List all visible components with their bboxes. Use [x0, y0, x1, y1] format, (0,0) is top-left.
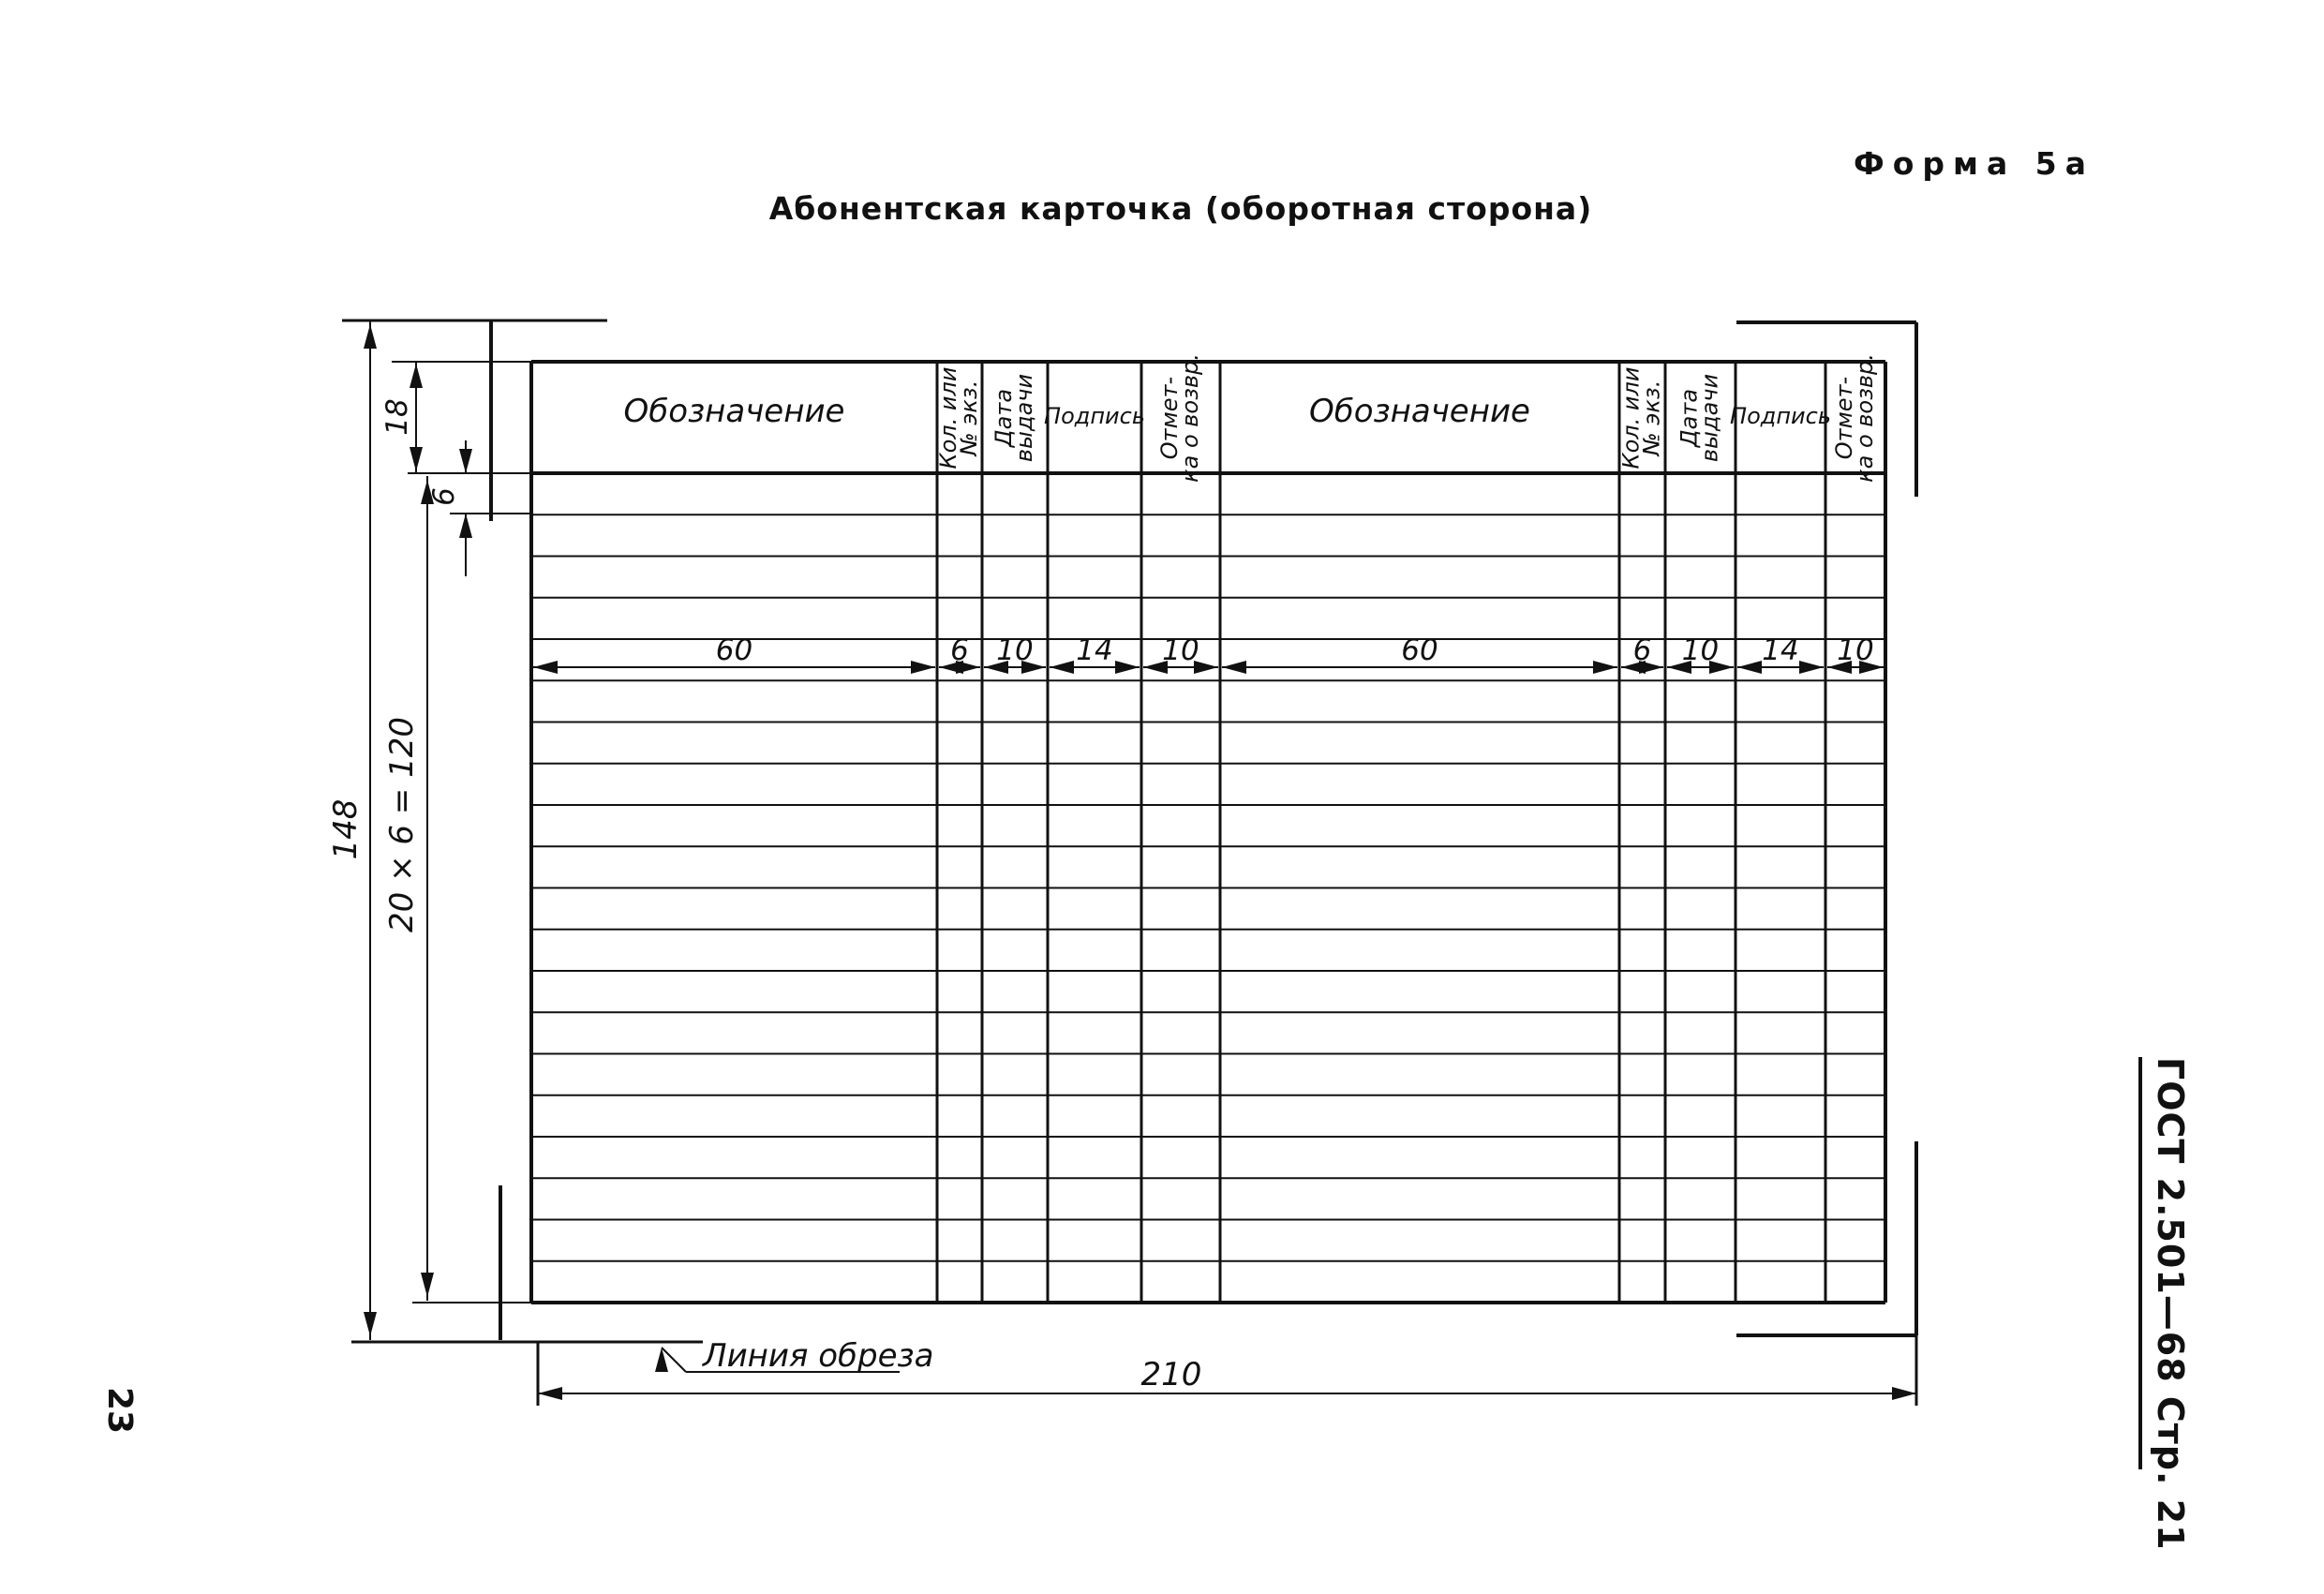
left-col-dim-4-label: 10 [1162, 633, 1199, 667]
right-header-qty-2: № экз. [1638, 380, 1665, 456]
left-col-dim-3-label: 14 [1076, 633, 1113, 667]
left-header-signature: Подпись [1044, 403, 1145, 429]
left-header-date-1: Дата [991, 388, 1017, 448]
height-total-arrow-up [364, 324, 377, 349]
header-height-arrow-up [410, 364, 423, 388]
left-header-return-1: Отмет- [1156, 376, 1183, 460]
right-header-date-2: выдачи [1696, 373, 1723, 463]
width-total-label: 210 [1140, 1356, 1202, 1393]
left-header-return-2: ка о возвр. [1177, 353, 1203, 483]
right-header-date-1: Дата [1676, 388, 1703, 448]
left-header-date-2: выдачи [1011, 373, 1037, 463]
right-header-return-2: ка о возвр. [1852, 353, 1878, 483]
dimension-lines [342, 320, 1916, 1406]
left-col-dim-0-arrow-left [533, 661, 558, 674]
right-header-designation: Обозначение [1309, 393, 1530, 430]
right-col-dim-0-arrow-right [1593, 661, 1617, 674]
row-height-arrow-up [459, 514, 472, 538]
form-label: Форма 5а [1854, 145, 2094, 182]
row-height-arrow-down [459, 449, 472, 473]
table-grid [531, 362, 1885, 1303]
left-col-dim-0-arrow-right [911, 661, 935, 674]
side-label [2146, 1057, 2193, 1551]
width-total-arrow-left [538, 1387, 562, 1400]
left-header-qty-2: № экз. [956, 380, 982, 456]
header-height-arrow-down [410, 447, 423, 471]
rows-total-arrow-down [421, 1273, 434, 1297]
header-height-label: 18 [380, 398, 414, 436]
width-total-arrow-right [1892, 1387, 1916, 1400]
left-header-designation: Обозначение [623, 393, 845, 430]
cut-line-label: Линия обреза [703, 1337, 934, 1375]
left-col-dim-2-label: 10 [996, 633, 1034, 667]
right-header-signature: Подпись [1730, 403, 1831, 429]
left-col-dim-0-label: 60 [715, 633, 753, 667]
left-header-qty-1: Кол. или [935, 366, 961, 469]
right-col-dim-3-arrow-right [1799, 661, 1824, 674]
right-col-dim-4-label: 10 [1837, 633, 1874, 667]
right-col-dim-0-label: 60 [1401, 633, 1438, 667]
left-col-dim-1-label: 6 [950, 633, 969, 667]
right-col-dim-1-label: 6 [1632, 633, 1652, 667]
side-rule [2138, 1057, 2142, 1469]
rows-total-label: 20 × 6 = 120 [383, 717, 421, 932]
left-col-dim-3-arrow-left [1050, 661, 1074, 674]
right-col-dim-3-arrow-left [1737, 661, 1762, 674]
row-height-label: 6 [427, 487, 461, 506]
right-col-dim-2-label: 10 [1681, 633, 1720, 667]
right-header-return-1: Отмет- [1831, 376, 1857, 460]
page-number: 23 [100, 1387, 139, 1435]
side-label-text: ГОСТ 2.501—68 Стр. 21 [2150, 1057, 2191, 1551]
height-total-label: 148 [327, 798, 365, 860]
right-header-qty-1: Кол. или [1617, 366, 1645, 469]
right-col-dim-3-label: 14 [1762, 633, 1799, 667]
drawing-labels [327, 353, 1878, 1393]
right-col-dim-0-arrow-left [1222, 661, 1246, 674]
page-title: Абонентская карточка (оборотная сторона) [768, 190, 1593, 227]
left-col-dim-3-arrow-right [1115, 661, 1140, 674]
height-total-arrow-down [364, 1312, 377, 1336]
